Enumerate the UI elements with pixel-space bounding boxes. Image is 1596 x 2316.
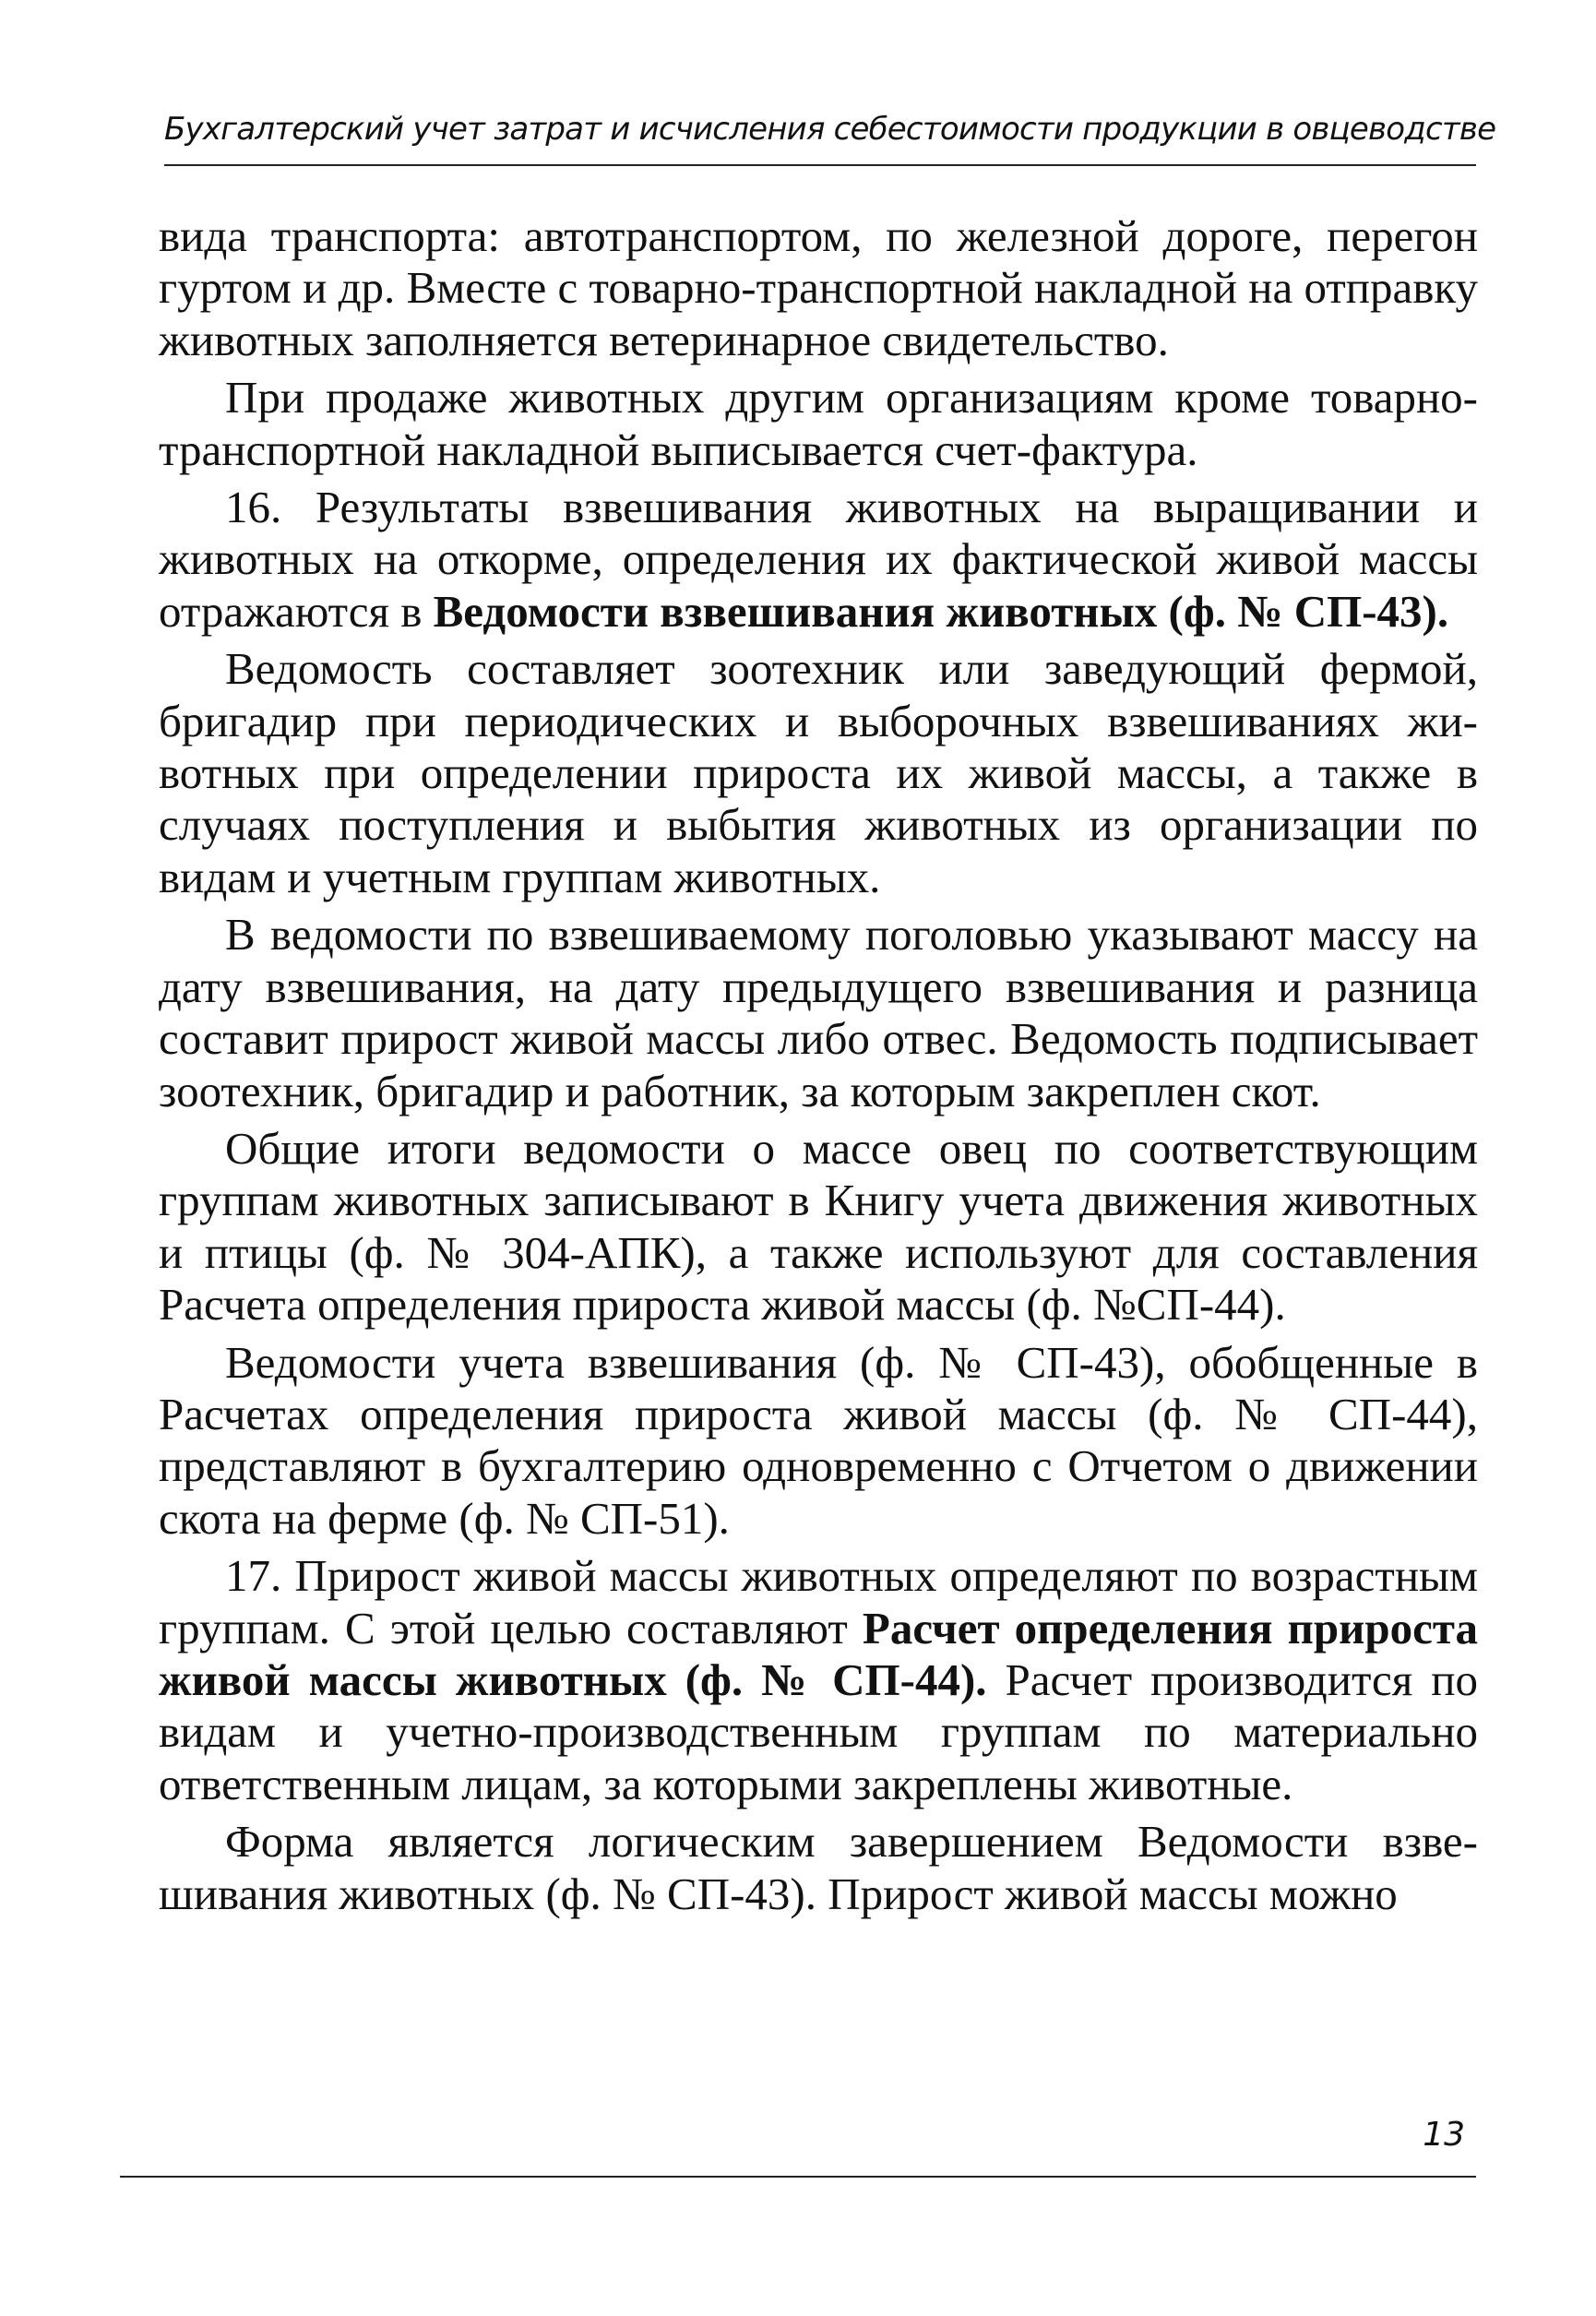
page-number: 13: [1423, 2116, 1465, 2154]
paragraph: [159, 1816, 1478, 1920]
paragraph: [159, 210, 1478, 366]
text-run: Ведомости учета взвешивания (ф. № СП-43), обобщенные в Расчетах определения прироста живой массы (ф. № СП-44), представляют в бухгалтерию одновременно с Отчетом о движении скота на ферме (ф. № СП-51).: [159, 1336, 1478, 1544]
text-run: Общие итоги ведомости о массе овец по соответствующим группам животных записывают в Книгу учета движения животных и птицы (ф. № 304-АПК), а также используют для составления Расчета определения прироста живой массы (ф. №СП-44).: [159, 1122, 1478, 1331]
text-run: В ведомости по взвешиваемому поголовью указывают массу на дату взвешивания, на дату предыдущего взвешивания и разница составит прирост живой массы либо отвес. Ведомость подписывает зоотехник, бригадир и работник, за которым закреплен скот.: [159, 909, 1478, 1116]
bold-text: Расчет определения прироста живой массы животных (ф. № СП-44).: [159, 1602, 1478, 1705]
running-head: Бухгалтерский учет затрат и исчисления себестоимости продукции в овцеводстве: [164, 111, 1496, 148]
paragraph: [159, 482, 1478, 638]
paragraph: [159, 1123, 1478, 1331]
paragraph: [159, 1550, 1478, 1810]
body-text: [159, 210, 1478, 1926]
header-rule: [164, 164, 1476, 166]
footer-rule: [120, 2176, 1476, 2178]
text-run: Расчет производится по видам и учетно-производственным группам по материально ответственным лицам, за которыми закреплены животные.: [159, 1653, 1478, 1809]
text-run: Форма является логическим завершением Ведомости взвешивания животных (ф. № СП-43). Прирост живой массы можно: [159, 1816, 1478, 1919]
text-run: 16. Результаты взвешивания животных на выращивании и животных на откорме, определения их фактической живой массы отражаются в: [159, 482, 1478, 637]
text-run: вида транспорта: автотранспортом, по железной дороге, перегон гуртом и др. Вместе с товарно-транспортной накладной на отправку животных заполняется ветеринарное свидетельство.: [159, 210, 1478, 365]
paragraph: [159, 372, 1478, 476]
text-run: Ведомость составляет зоотехник или заведующий фермой, бригадир при периодических и выборочных взвешиваниях животных при определении прироста их живой массы, а также в случаях поступления и выбытия животных из организации по видам и учетным группам животных.: [159, 643, 1478, 902]
paragraph: [159, 909, 1478, 1117]
paragraph: [159, 643, 1478, 903]
bold-text: Ведомости взвешивания животных (ф. № СП-43).: [433, 585, 1449, 637]
text-run: 17. Прирост живой массы животных определяют по возрастным группам. С этой целью составляют: [159, 1550, 1478, 1653]
text-run: При продаже животных другим организациям кроме товарно-транспортной накладной выписывается счет-фактура.: [159, 372, 1478, 475]
paragraph: [159, 1337, 1478, 1546]
